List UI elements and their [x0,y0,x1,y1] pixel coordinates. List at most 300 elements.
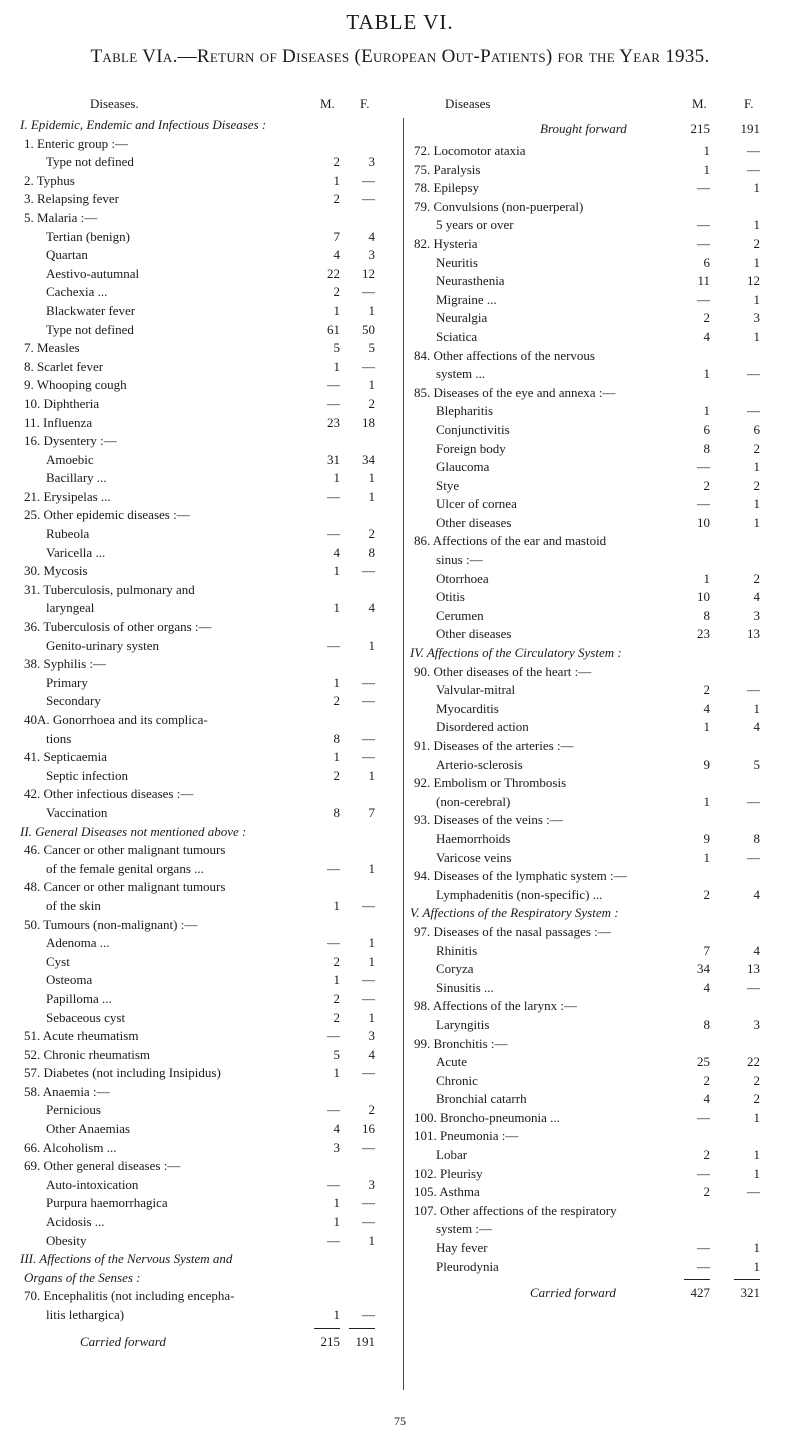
male-count: 1 [703,161,710,177]
disease-label: 41. Septicaemia [24,749,108,765]
disease-label: Neuralgia [436,310,488,326]
male-count: 7 [703,942,710,958]
female-count: 1 [753,1147,760,1163]
disease-label: Amoebic [46,451,94,467]
table-row [20,971,405,990]
female-count: 5 [368,340,375,356]
brought-forward-female: 191 [740,121,760,136]
page-title: TABLE VI. [346,10,454,34]
disease-label: 36. Tuberculosis of other organs :— [24,619,212,635]
disease-label: Foreign body [436,440,506,456]
male-count: 9 [703,756,710,772]
table-row [20,785,405,804]
table-subtitle: Table VIa.—Return of Diseases (European Out-Patients) for the Year 1935. [90,46,710,67]
table-row [20,860,405,879]
table-row [410,421,785,440]
disease-label: 46. Cancer or other malignant tumours [24,842,226,858]
disease-label: Acidosis ... [46,1214,105,1230]
table-row [410,830,785,849]
female-count: — [362,1139,375,1155]
table-row [410,588,785,607]
male-count: 10 [697,589,710,605]
disease-label: 9. Whooping cough [24,377,127,393]
female-count: 4 [368,1046,375,1062]
table-row [20,841,405,860]
section-heading [20,1250,405,1269]
female-count: — [362,693,375,709]
female-count: 1 [753,291,760,307]
male-count: 1 [703,570,710,586]
disease-label: Organs of the Senses : [24,1269,141,1285]
right-column-header [410,96,785,116]
table-row [410,923,785,942]
female-count: 2 [753,477,760,493]
male-count: 25 [697,1054,710,1070]
table-row [20,916,405,935]
disease-label: 30. Mycosis [24,563,88,579]
table-row [410,663,785,682]
disease-label: 92. Embolism or Thrombosis [414,775,567,791]
disease-label: Aestivo-autumnal [46,265,140,281]
male-count: 9 [703,830,710,846]
table-row [20,1287,405,1306]
male-count: 10 [697,514,710,530]
disease-label: 10. Diphtheria [24,395,100,411]
male-count: — [327,637,340,653]
disease-label: of the female genital organs ... [46,860,204,876]
disease-label: Adenoma ... [46,935,110,951]
male-count: 4 [333,1121,340,1137]
disease-label: 38. Syphilis :— [24,656,106,672]
section-heading [20,116,405,135]
male-count: 2 [333,767,340,783]
male-count: 7 [333,228,340,244]
page-number: 75 [394,1414,406,1428]
female-count: 3 [753,310,760,326]
female-count: 1 [753,1109,760,1125]
table-row [410,235,785,254]
table-row [20,711,405,730]
female-count: — [747,793,760,809]
disease-label: Other diseases [436,514,512,530]
disease-label: 40A. Gonorrhoea and its complica- [24,712,208,727]
disease-label: Sciatica [436,328,478,344]
female-count: — [747,1184,760,1200]
female-count: — [362,1195,375,1211]
table-row [20,637,405,656]
male-count: 2 [703,886,710,902]
disease-label: Sebaceous cyst [46,1009,126,1025]
male-count: — [327,395,340,411]
disease-label: Primary [46,674,88,690]
disease-label: litis lethargica) [46,1307,125,1322]
disease-label: 105. Asthma [414,1184,480,1200]
disease-label: Sinusitis ... [436,979,494,995]
female-count: — [362,1065,375,1081]
disease-label: 107. Other affections of the respiratory [414,1202,617,1218]
disease-label: Blepharitis [436,403,494,419]
female-count: — [362,172,375,188]
disease-label: Lymphadenitis (non-specific) ... [436,886,603,902]
disease-label: Cachexia ... [46,284,108,300]
female-count: 1 [753,700,760,716]
disease-label: 69. Other general diseases :— [24,1158,181,1174]
disease-label: V. Affections of the Respiratory System : [410,905,619,921]
male-count: 1 [703,403,710,419]
male-count: 8 [333,730,340,746]
right-column [410,96,785,1304]
male-count: 61 [327,321,340,337]
table-row [410,365,785,384]
table-row [20,283,405,302]
disease-label: 50. Tumours (non-malignant) :— [24,916,198,932]
disease-label: 97. Diseases of the nasal passages :— [414,923,611,939]
disease-label: Haemorrhoids [436,830,511,846]
table-row [20,562,405,581]
female-count: 18 [362,414,375,430]
brought-forward-row [410,116,785,142]
disease-label: IV. Affections of the Circulatory System : [410,645,622,661]
table-row [410,347,785,366]
female-count: — [362,897,375,913]
disease-label: 79. Convulsions (non-puerperal) [414,198,584,214]
female-count: — [362,1214,375,1230]
table-row [20,748,405,767]
male-count: 2 [333,191,340,207]
female-count: 3 [368,154,375,170]
male-count: 4 [333,247,340,263]
table-row [410,384,785,403]
table-row [410,1109,785,1128]
disease-label: 58. Anaemia :— [24,1083,110,1099]
disease-label: 102. Pleurisy [414,1165,483,1181]
disease-label: 66. Alcoholism ... [24,1139,117,1155]
female-count: 1 [368,1232,375,1248]
female-count: 4 [753,886,760,902]
male-count: 8 [703,607,710,623]
disease-label: 75. Paralysis [414,161,481,177]
disease-label: 94. Diseases of the lymphatic system :— [414,868,627,884]
table-row [20,1064,405,1083]
female-count: 2 [753,235,760,251]
disease-label: 51. Acute rheumatism [24,1028,139,1044]
male-count: 6 [703,254,710,270]
table-row [20,172,405,191]
table-row [410,495,785,514]
section-heading [410,644,785,663]
female-count: 13 [747,626,760,642]
male-header: M. [692,96,707,111]
table-row [20,376,405,395]
table-row [410,216,785,235]
female-count: 1 [753,1258,760,1274]
female-count: 1 [368,860,375,876]
disease-label: Quartan [46,247,88,263]
table-row [410,198,785,217]
table-row [410,179,785,198]
disease-label: 1. Enteric group :— [24,135,128,151]
disease-label: 84. Other affections of the nervous [414,347,595,363]
table-row [410,458,785,477]
female-count: — [362,563,375,579]
male-count: 4 [703,979,710,995]
disease-label: 93. Diseases of the veins :— [414,812,563,828]
table-row [20,655,405,674]
disease-label: Type not defined [46,154,134,170]
disease-label: 48. Cancer or other malignant tumours [24,879,226,895]
disease-label: Secondary [46,693,101,709]
disease-label: 52. Chronic rheumatism [24,1046,151,1062]
male-count: 22 [327,265,340,281]
table-row [410,291,785,310]
female-count: — [747,403,760,419]
female-count: 1 [368,302,375,318]
male-count: 2 [333,990,340,1006]
table-row [20,1213,405,1232]
left-column [20,96,405,1353]
female-count: — [362,284,375,300]
disease-label: 7. Measles [24,340,80,356]
table-row [20,804,405,823]
disease-label: Septic infection [46,767,128,783]
disease-label: Purpura haemorrhagica [46,1195,168,1211]
table-row [20,451,405,470]
female-count: — [362,674,375,690]
female-count: 2 [753,1072,760,1088]
male-count: 1 [703,719,710,735]
female-count: 8 [753,830,760,846]
table-row [20,1083,405,1102]
male-count: 34 [697,961,710,977]
male-count: 1 [333,674,340,690]
table-row [20,544,405,563]
brought-forward-label: Brought forward [540,121,627,136]
carried-forward-label: Carried forward [80,1333,166,1349]
disease-label: Ulcer of cornea [436,496,517,512]
disease-label: Otorrhoea [436,570,489,586]
female-count: 1 [368,470,375,486]
section-heading [410,904,785,923]
table-row [410,142,785,161]
male-count: — [697,291,710,307]
male-count: 1 [333,470,340,486]
disease-label: Rubeola [46,526,90,542]
table-row [20,1009,405,1028]
right-carried-forward [410,1282,785,1304]
disease-label: 5 years or over [436,217,514,233]
disease-label: of the skin [46,897,101,913]
table-row [410,1072,785,1091]
female-count: 12 [362,265,375,281]
disease-label: (non-cerebral) [436,793,511,809]
table-row [410,886,785,905]
male-count: 31 [327,451,340,467]
male-count: 1 [333,749,340,765]
disease-label: Conjunctivitis [436,421,510,437]
table-row [410,867,785,886]
female-count: 3 [753,607,760,623]
table-row [20,506,405,525]
table-row [410,309,785,328]
female-count: — [362,990,375,1006]
female-count: 2 [753,570,760,586]
disease-label: 21. Erysipelas ... [24,488,111,504]
disease-label: Osteoma [46,972,93,988]
section-heading [20,1269,405,1288]
female-count: 1 [753,180,760,196]
table-row [410,718,785,737]
table-row [410,532,785,551]
male-count: 2 [703,1184,710,1200]
table-row [20,1139,405,1158]
table-row [410,849,785,868]
male-count: — [327,860,340,876]
female-count: 1 [368,953,375,969]
table-row [410,1165,785,1184]
table-row [20,135,405,154]
disease-label: 70. Encephalitis (not including encepha- [24,1288,235,1304]
table-row [410,328,785,347]
female-count: 1 [753,1165,760,1181]
female-count: 1 [753,459,760,475]
female-count: 2 [753,440,760,456]
female-count: 22 [747,1054,760,1070]
disease-label: 3. Relapsing fever [24,191,119,207]
male-count: 1 [333,563,340,579]
disease-label: 98. Affections of the larynx :— [414,998,577,1014]
disease-label: 78. Epilepsy [414,180,479,196]
female-count: 16 [362,1121,375,1137]
table-row [20,599,405,618]
disease-label: system ... [436,366,486,382]
diseases-header: Diseases [445,96,491,111]
disease-label: Acute [436,1054,468,1070]
table-row [410,607,785,626]
disease-label: Pleurodynia [436,1258,499,1274]
table-row [20,339,405,358]
male-count: — [697,1109,710,1125]
female-count: — [362,972,375,988]
disease-label: Tertian (benign) [46,228,130,244]
table-row [20,767,405,786]
female-count: 1 [368,935,375,951]
male-count: 2 [703,477,710,493]
table-row [20,581,405,600]
disease-label: 101. Pneumonia :— [414,1128,519,1144]
male-count: — [697,496,710,512]
female-count: — [362,358,375,374]
table-row [20,1046,405,1065]
female-count: — [362,191,375,207]
male-count: 1 [703,143,710,158]
disease-label: Chronic [436,1072,478,1088]
table-row [410,979,785,998]
table-row [20,228,405,247]
female-count: 13 [747,961,760,977]
disease-label: 8. Scarlet fever [24,358,104,374]
table-row [20,209,405,228]
female-count: 3 [368,247,375,263]
male-count: 8 [703,440,710,456]
disease-label: 85. Diseases of the eye and annexa :— [414,384,616,400]
female-count: 4 [368,228,375,244]
table-row [410,161,785,180]
male-count: 4 [703,328,710,344]
table-row [20,674,405,693]
table-row [410,440,785,459]
table-row [20,265,405,284]
male-count: 2 [703,310,710,326]
table-row [20,1157,405,1176]
male-count: 1 [333,972,340,988]
male-count: 1 [333,897,340,913]
male-count: 2 [333,693,340,709]
disease-label: 82. Hysteria [414,235,478,251]
disease-label: Otitis [436,589,465,605]
male-count: 11 [697,273,710,289]
female-count: 1 [753,496,760,512]
female-count: 34 [362,451,375,467]
male-count: 2 [703,1072,710,1088]
table-row [20,432,405,451]
table-row [20,246,405,265]
table-row [410,774,785,793]
table-row [410,960,785,979]
table-row [410,1090,785,1109]
table-row [20,525,405,544]
female-count: 50 [362,321,375,337]
disease-label: Bronchial catarrh [436,1091,527,1107]
table-row [410,254,785,273]
table-row [410,1239,785,1258]
disease-label: Rhinitis [436,942,478,958]
female-count: — [362,749,375,765]
table-row [20,1120,405,1139]
male-count: 1 [333,1065,340,1081]
female-count: 1 [753,514,760,530]
table-row [410,1258,785,1277]
male-count: 6 [703,421,710,437]
disease-label: Genito-urinary systen [46,637,160,653]
table-row [410,1053,785,1072]
female-count: 1 [753,254,760,270]
male-count: — [697,1258,710,1274]
male-count: — [697,217,710,233]
left-disease-list [20,116,405,1325]
table-row [410,1127,785,1146]
male-count: 2 [333,953,340,969]
male-count: 23 [327,414,340,430]
female-count: 1 [368,488,375,504]
disease-label: Laryngitis [436,1016,490,1032]
female-count: 2 [368,395,375,411]
disease-label: tions [46,730,72,746]
disease-label: 25. Other epidemic diseases :— [24,507,190,523]
male-count: 1 [333,1195,340,1211]
female-count: 1 [753,217,760,233]
female-count: — [747,849,760,865]
disease-label: Papilloma ... [46,990,112,1006]
table-row [410,477,785,496]
female-count: 4 [368,600,375,616]
table-row [410,1146,785,1165]
table-row [20,1232,405,1251]
disease-label: Varicella ... [46,544,106,560]
brought-forward-male: 215 [690,121,710,136]
disease-label: system :— [436,1221,492,1237]
male-count: 5 [333,340,340,356]
table-row [410,625,785,644]
